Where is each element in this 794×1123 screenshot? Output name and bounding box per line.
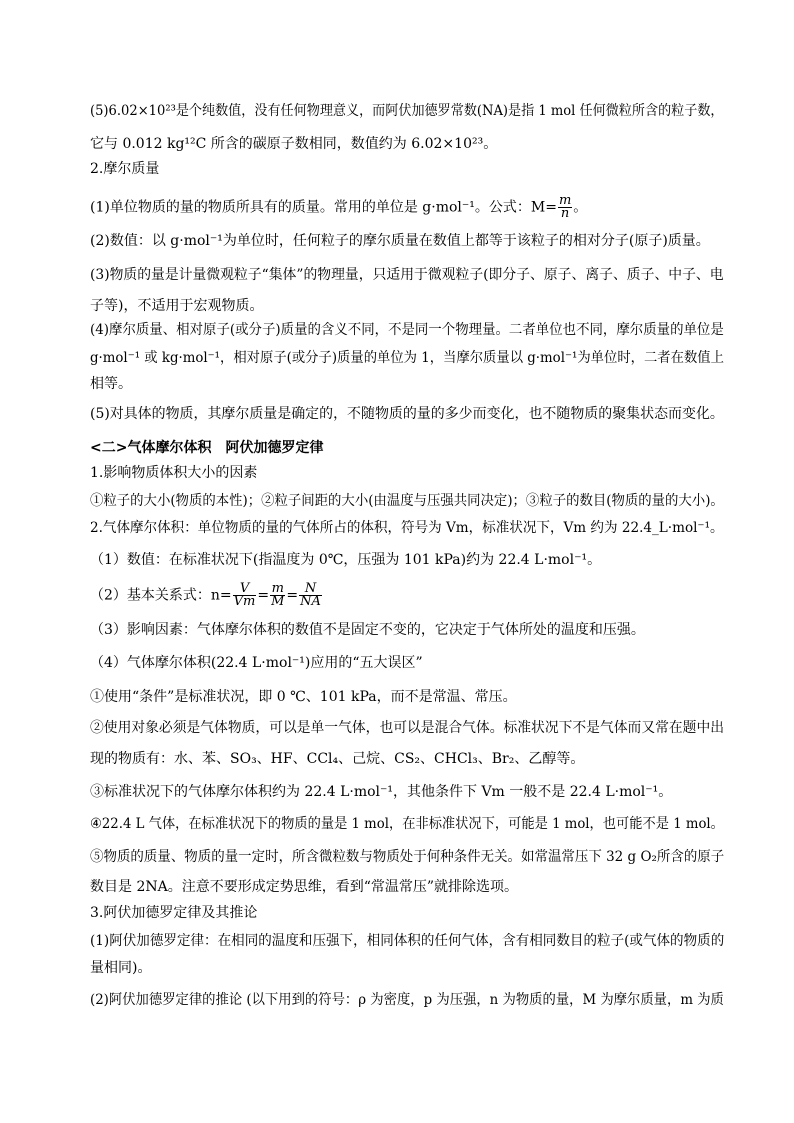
- paragraph-line: 数目是 2NA。注意不要形成定势思维，看到“常温常压”就排除选项。: [90, 879, 519, 895]
- section-heading: <二>气体摩尔体积 阿伏加德罗定律: [90, 440, 324, 456]
- fraction-denominator: n: [560, 206, 570, 221]
- fraction-denominator: NA: [300, 594, 321, 609]
- formula-fraction: [299, 583, 322, 608]
- paragraph-line: 量相同)。: [90, 960, 152, 976]
- fraction-numerator: V: [233, 583, 257, 596]
- paragraph-line: ④22.4 L 气体，在标准状况下的物质的量是 1 mol，在非标准状况下，可能是 1 mol，也可能不是 1 mol。: [90, 816, 724, 832]
- paragraph-line: [90, 583, 323, 608]
- paragraph-line: （4）气体摩尔体积(22.4 L·mol⁻¹)应用的“五大误区”: [90, 655, 423, 671]
- paragraph-line: (5)6.02×10²³是个纯数值，没有任何物理意义，而阿伏加德罗常数(NA)是指 1 mol 任何微粒所含的粒子数，: [90, 103, 724, 119]
- paragraph-line: 相等。: [90, 376, 132, 392]
- section-heading: 2.摩尔质量: [90, 161, 160, 177]
- paragraph-line: 子等)，不适用于宏观物质。: [90, 298, 264, 314]
- paragraph-line: (3)物质的量是计量微观粒子“集体”的物理量，只适用于微观粒子(即分子、原子、离子、质子、中子、电: [90, 267, 724, 283]
- formula-tail: 。: [573, 199, 588, 216]
- paragraph-line: ⑤物质的质量、物质的量一定时，所含微粒数与物质处于何种条件无关。如常温常压下 32 g O₂所含的原子: [90, 849, 725, 865]
- equals-sign: =: [257, 587, 270, 604]
- paragraph-line: (5)对具体的物质，其摩尔质量是确定的，不随物质的量的多少而变化，也不随物质的聚集状态而变化。: [90, 406, 724, 422]
- paragraph-line: [90, 195, 587, 220]
- fraction-denominator: M: [271, 594, 285, 609]
- paragraph-line: 现的物质有：水、苯、SO₃、HF、CCl₄、己烷、CS₂、CHCl₃、Br₂、乙醇等。: [90, 751, 585, 767]
- paragraph-line: (4)摩尔质量、相对原子(或分子)质量的含义不同，不是同一个物理量。二者单位也不同，摩尔质量的单位是: [90, 322, 724, 338]
- line-text: （2）基本关系式：n=: [90, 587, 232, 604]
- paragraph-line: ①粒子的大小(物质的本性)；②粒子间距的大小(由温度与压强共同决定)；③粒子的数目(物质的量的大小)。: [90, 493, 724, 509]
- section-heading: 3.阿伏加德罗定律及其推论: [90, 905, 258, 921]
- paragraph-line: 它与 0.012 kg¹²C 所含的碳原子数相同，数值约为 6.02×10²³。: [90, 136, 498, 152]
- formula-fraction: [558, 195, 572, 220]
- paragraph-line: ②使用对象必须是气体物质，可以是单一气体，也可以是混合气体。标准状况下不是气体而又常在题中出: [90, 720, 725, 736]
- formula-fraction: [233, 583, 257, 608]
- paragraph-line: (2)阿伏加德罗定律的推论 (以下用到的符号：ρ 为密度，p 为压强，n 为物质的量，M 为摩尔质量，m 为质: [90, 992, 724, 1008]
- fraction-denominator: Vm: [233, 594, 256, 609]
- line-text: (1)单位物质的量的物质所具有的质量。常用的单位是 g·mol⁻¹。公式：M=: [90, 199, 557, 216]
- paragraph-line: ①使用“条件”是标准状况，即 0 ℃、101 kPa，而不是常温、常压。: [90, 689, 517, 705]
- formula-fraction: [270, 583, 285, 608]
- fraction-numerator: m: [558, 193, 572, 208]
- paragraph-line: (1)阿伏加德罗定律：在相同的温度和压强下，相同体积的任何气体，含有相同数目的粒子(或气体的物质的: [90, 933, 725, 949]
- fraction-numerator: N: [299, 583, 322, 596]
- fraction-numerator: m: [271, 581, 284, 596]
- equals-sign: =: [286, 587, 299, 604]
- section-heading: 1.影响物质体积大小的因素: [90, 465, 258, 481]
- paragraph-line: ③标准状况下的气体摩尔体积约为 22.4 L·mol⁻¹，其他条件下 Vm 一般不是 22.4 L·mol⁻¹。: [90, 784, 673, 800]
- paragraph-line: （3）影响因素：气体摩尔体积的数值不是固定不变的，它决定于气体所处的温度和压强。: [90, 622, 645, 638]
- paragraph-line: g·mol⁻¹ 或 kg·mol⁻¹，相对原子(或分子)质量的单位为 1，当摩尔质量以 g·mol⁻¹为单位时，二者在数值上: [90, 350, 724, 366]
- paragraph-line: 2.气体摩尔体积：单位物质的量的气体所占的体积，符号为 Vm，标准状况下，Vm 约为 22.4_L·mol⁻¹。: [90, 520, 724, 536]
- paragraph-line: （1）数值：在标准状况下(指温度为 0℃，压强为 101 kPa)约为 22.4 L·mol⁻¹。: [90, 552, 602, 568]
- paragraph-line: (2)数值：以 g·mol⁻¹为单位时，任何粒子的摩尔质量在数值上都等于该粒子的相对分子(原子)质量。: [90, 233, 710, 249]
